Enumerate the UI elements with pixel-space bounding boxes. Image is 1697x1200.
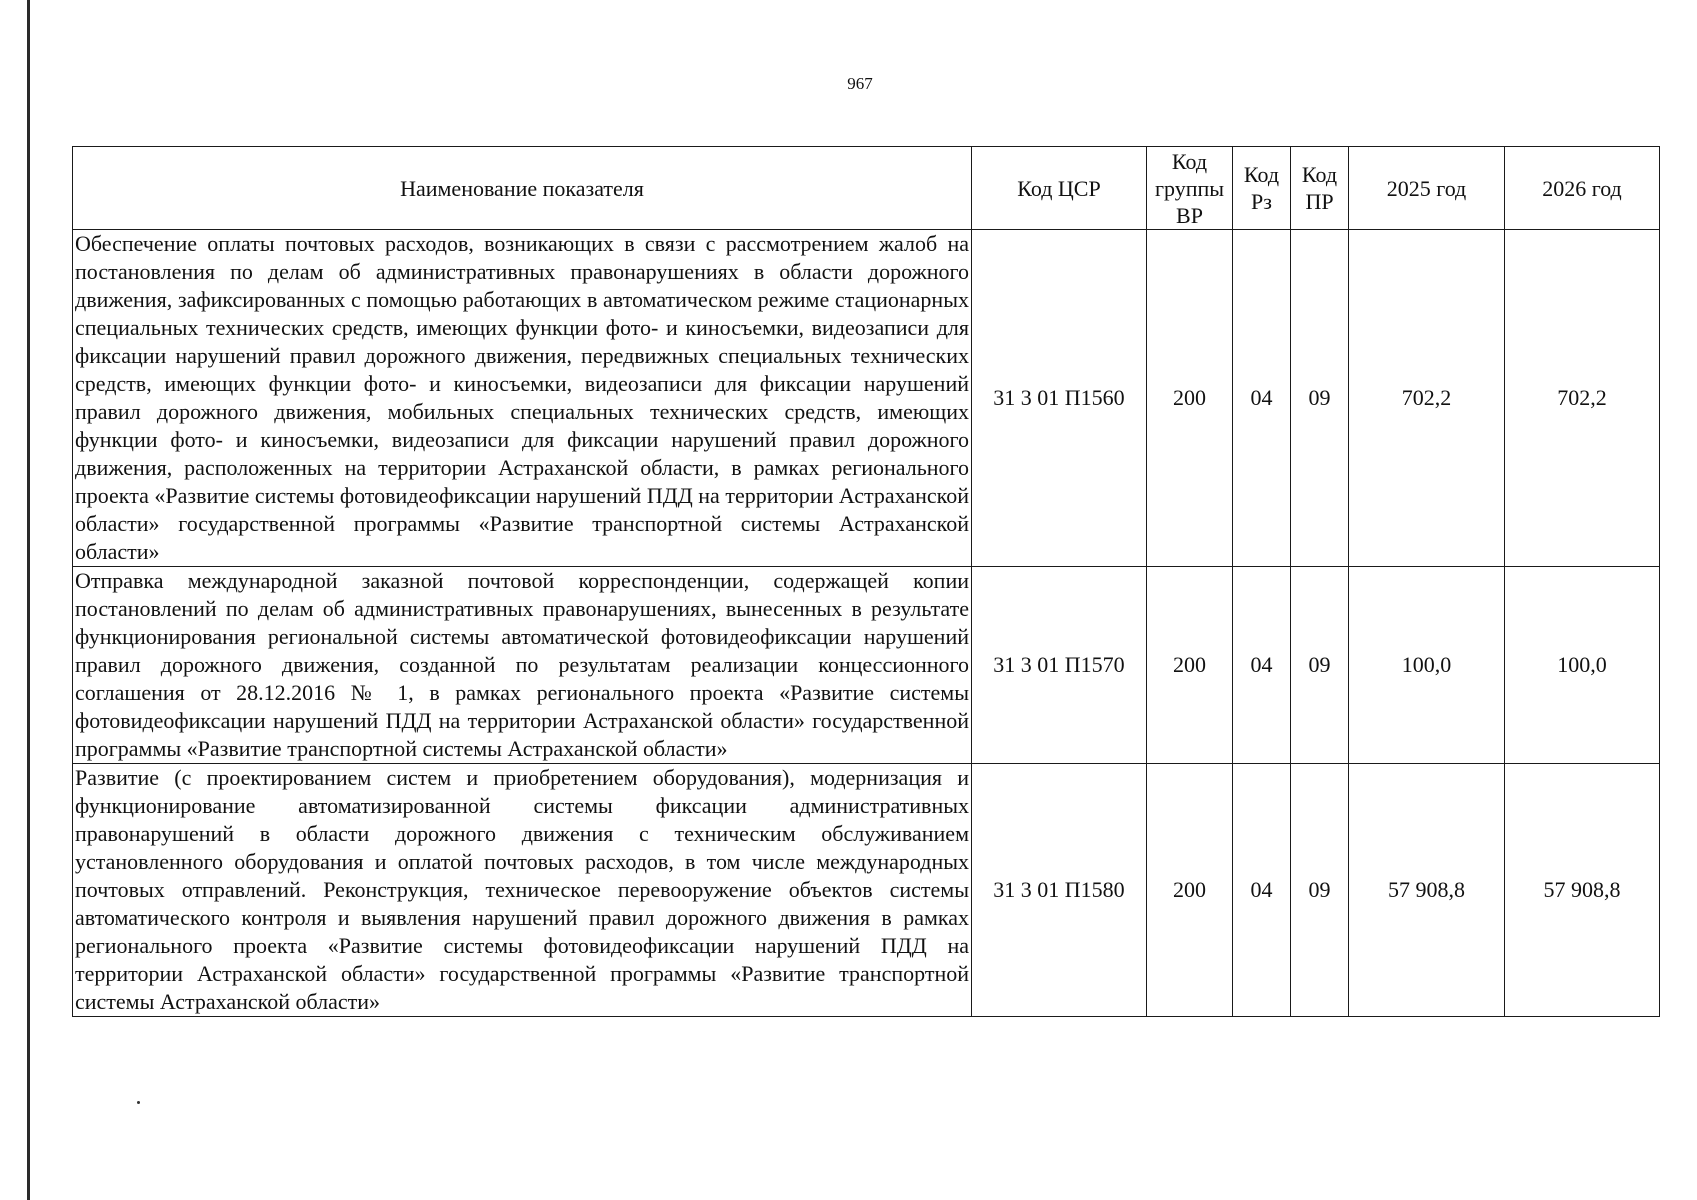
row-vr-cell: 200 xyxy=(1147,764,1233,1017)
row-2025-cell: 702,2 xyxy=(1349,230,1505,567)
row-pr-cell: 09 xyxy=(1291,230,1349,567)
row-2025-cell: 57 908,8 xyxy=(1349,764,1505,1017)
header-pr-code: Код ПР xyxy=(1291,147,1349,230)
table-row xyxy=(73,567,1660,764)
row-2026-cell: 57 908,8 xyxy=(1505,764,1660,1017)
header-year-2025: 2025 год xyxy=(1349,147,1505,230)
row-name-cell: Развитие (с проектированием систем и приобретением оборудования), модернизация и функционирование автоматизированной системы фиксации административных правонарушений в области дорожного движения с техническим обслуживанием установленного оборудования и оплатой почтовых расходов, в том числе международных почтовых отправлений. Реконструкция, техническое перевооружение объектов системы автоматического контроля и выявления нарушений правил дорожного движения в рамках регионального проекта «Развитие системы фотовидеофиксации нарушений ПДД на территории Астраханской области» государственной программы «Развитие транспортной системы Астраханской области» xyxy=(73,764,972,1017)
row-csr-cell: 31 3 01 П1580 xyxy=(972,764,1147,1017)
header-name: Наименование показателя xyxy=(73,147,972,230)
budget-table-container xyxy=(72,146,1659,1017)
row-2026-cell: 702,2 xyxy=(1505,230,1660,567)
row-pr-cell: 09 xyxy=(1291,567,1349,764)
row-2026-cell: 100,0 xyxy=(1505,567,1660,764)
table-header-row xyxy=(73,147,1660,230)
row-rz-cell: 04 xyxy=(1233,230,1291,567)
row-csr-cell: 31 3 01 П1570 xyxy=(972,567,1147,764)
row-name-cell: Отправка международной заказной почтовой корреспонденции, содержащей копии постановлений по делам об административных правонарушениях, вынесенных в результате функционирования региональной системы автоматической фотовидеофиксации нарушений правил дорожного движения, созданной по результатам реализации концессионного соглашения от 28.12.2016 № 1, в рамках регионального проекта «Развитие системы фотовидеофиксации нарушений ПДД на территории Астраханской области» государственной программы «Развитие транспортной системы Астраханской области» xyxy=(73,567,972,764)
page-margin-line xyxy=(27,0,30,1200)
header-csr-code: Код ЦСР xyxy=(972,147,1147,230)
budget-table xyxy=(72,146,1660,1017)
row-2025-cell: 100,0 xyxy=(1349,567,1505,764)
row-rz-cell: 04 xyxy=(1233,764,1291,1017)
row-csr-cell: 31 3 01 П1560 xyxy=(972,230,1147,567)
row-pr-cell: 09 xyxy=(1291,764,1349,1017)
scan-dot-mark xyxy=(137,1101,140,1104)
row-vr-cell: 200 xyxy=(1147,230,1233,567)
page-number: 967 xyxy=(847,74,873,93)
row-vr-cell: 200 xyxy=(1147,567,1233,764)
table-row xyxy=(73,230,1660,567)
row-rz-cell: 04 xyxy=(1233,567,1291,764)
header-vr-group-code: Код группы ВР xyxy=(1147,147,1233,230)
row-name-cell: Обеспечение оплаты почтовых расходов, возникающих в связи с рассмотрением жалоб на постановления по делам об административных правонарушениях в области дорожного движения, зафиксированных с помощью работающих в автоматическом режиме стационарных специальных технических средств, имеющих функции фото- и киносъемки, видеозаписи для фиксации нарушений правил дорожного движения, передвижных специальных технических средств, имеющих функции фото- и киносъемки, видеозаписи для фиксации нарушений правил дорожного движения, мобильных специальных технических средств, имеющих функции фото- и киносъемки, видеозаписи для фиксации нарушений правил дорожного движения, расположенных на территории Астраханской области, в рамках регионального проекта «Развитие системы фотовидеофиксации нарушений ПДД на территории Астраханской области» государственной программы «Развитие транспортной системы Астраханской области» xyxy=(73,230,972,567)
table-row xyxy=(73,764,1660,1017)
header-rz-code: Код Рз xyxy=(1233,147,1291,230)
header-year-2026: 2026 год xyxy=(1505,147,1660,230)
